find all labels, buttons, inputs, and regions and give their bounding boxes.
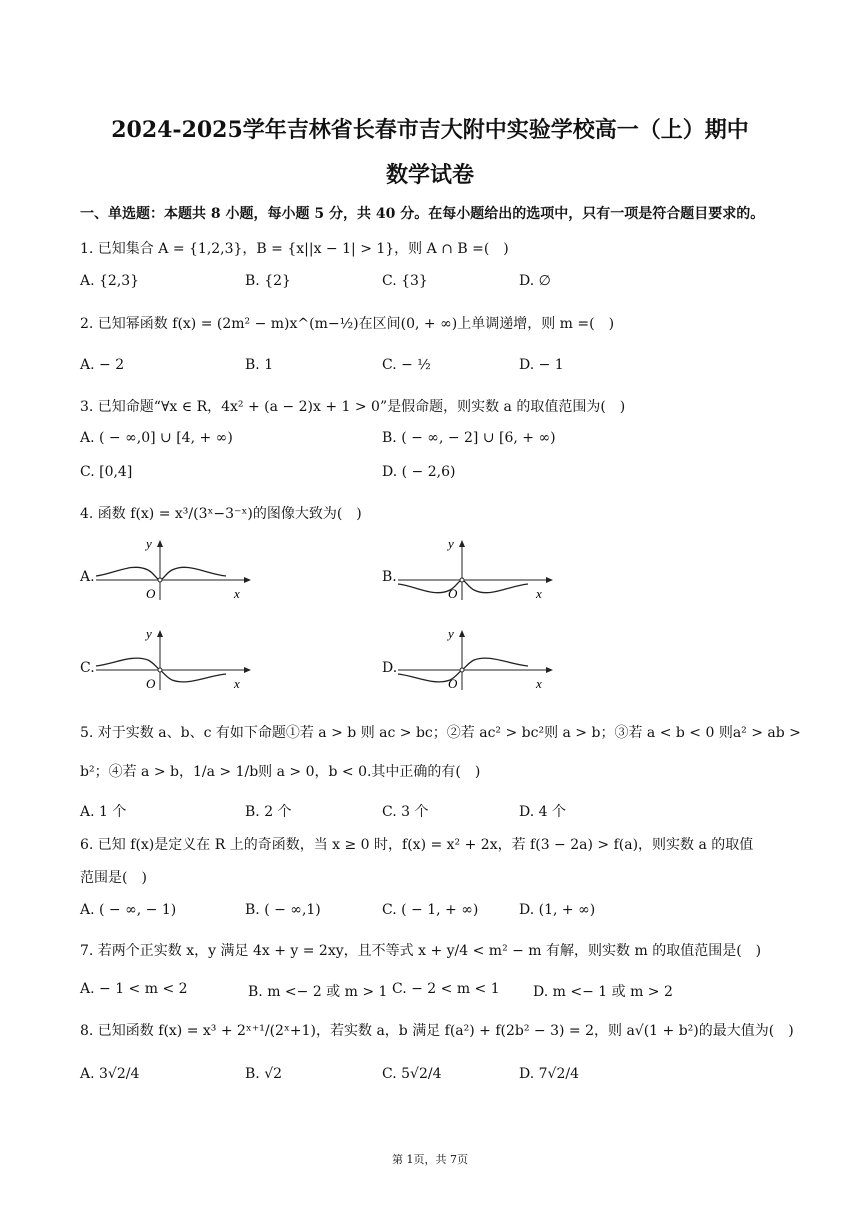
svg-text:x: x [234, 586, 240, 601]
svg-text:x: x [536, 586, 542, 601]
question-6-option-d: D. (1, + ∞) [519, 902, 596, 918]
page-footer: 第 1页，共 7页 [392, 1153, 468, 1166]
svg-text:y: y [146, 628, 152, 641]
question-1-option-d: D. ∅ [519, 273, 551, 289]
question-3-stem: 3. 已知命题“∀x ∈ R，4x² + (a − 2)x + 1 > 0”是假命题，则实数 a 的取值范围为( ) [80, 399, 626, 415]
question-4-option-a: A. [80, 569, 95, 585]
question-6-option-b: B. ( − ∞,1) [245, 902, 321, 918]
question-8-option-b: B. √2 [245, 1066, 283, 1082]
question-8-option-a: A. 3√2/4 [80, 1066, 140, 1082]
question-6-stem-line1: 6. 已知 f(x)是定义在 R 上的奇函数，当 x ≥ 0 时，f(x) = x² + 2x，若 f(3 − 2a) > f(a)，则实数 a 的取值 [80, 837, 754, 853]
question-7-option-b: B. m <− 2 或 m > 1 [248, 984, 388, 1000]
question-1-option-b: B. {2} [245, 273, 291, 289]
question-7-stem: 7. 若两个正实数 x，y 满足 4x + y = 2xy，且不等式 x + y/4 < m² − m 有解，则实数 m 的取值范围是( ) [80, 943, 762, 959]
question-3-option-b: B. ( − ∞, − 2] ∪ [6, + ∞) [382, 430, 556, 446]
question-2-option-a: A. − 2 [80, 357, 125, 373]
question-8-option-c: C. 5√2/4 [382, 1066, 442, 1082]
question-1-stem: 1. 已知集合 A = {1,2,3}，B = {x||x − 1| > 1}，则 A ∩ B =( ) [80, 241, 509, 257]
question-2-option-d: D. − 1 [519, 357, 564, 373]
question-5-stem-line1: 5. 对于实数 a、b、c 有如下命题①若 a > b 则 ac > bc；②若 ac² > bc²则 a > b；③若 a < b < 0 则a² > ab > [80, 725, 801, 741]
question-1-option-c: C. {3} [382, 273, 428, 289]
svg-text:O: O [448, 676, 458, 691]
question-6-option-c: C. ( − 1, + ∞) [382, 902, 479, 918]
svg-text:O: O [146, 586, 156, 601]
question-4-option-b: B. [382, 569, 397, 585]
question-3-option-a: A. ( − ∞,0] ∪ [4, + ∞) [80, 430, 233, 446]
svg-text:x: x [536, 676, 542, 691]
exam-subtitle: 数学试卷 [385, 162, 474, 188]
graph-b [396, 538, 556, 604]
graph-d [396, 628, 556, 694]
svg-text:O: O [448, 586, 458, 601]
svg-text:y: y [448, 538, 454, 551]
question-8-option-d: D. 7√2/4 [519, 1066, 579, 1082]
question-5-option-c: C. 3 个 [382, 804, 429, 820]
question-7-option-a: A. − 1 < m < 2 [80, 981, 188, 997]
question-4-option-d: D. [382, 660, 398, 676]
question-6-option-a: A. ( − ∞, − 1) [80, 902, 177, 918]
question-4-stem: 4. 函数 f(x) = x³/(3ˣ−3⁻ˣ)的图像大致为( ) [80, 506, 362, 522]
exam-title: 2024-2025学年吉林省长春市吉大附中实验学校高一（上）期中 [111, 117, 749, 143]
graph-a [94, 538, 254, 604]
question-3-option-d: D. ( − 2,6) [382, 464, 456, 480]
svg-text:O: O [146, 676, 156, 691]
question-6-stem-line2: 范围是( ) [80, 870, 147, 886]
question-7-option-d: D. m <− 1 或 m > 2 [533, 984, 673, 1000]
question-5-option-d: D. 4 个 [519, 804, 566, 820]
question-1-option-a: A. {2,3} [80, 273, 140, 289]
svg-text:y: y [146, 538, 152, 551]
question-2-option-b: B. 1 [245, 357, 274, 373]
question-2-option-c: C. − ½ [382, 357, 431, 373]
question-5-option-b: B. 2 个 [245, 804, 292, 820]
graph-c [94, 628, 254, 694]
question-2-stem: 2. 已知幂函数 f(x) = (2m² − m)x^(m−½)在区间(0, + ∞)上单调递增，则 m =( ) [80, 316, 615, 332]
question-4-option-c: C. [80, 660, 95, 676]
question-5-stem-line2: b²；④若 a > b，1/a > 1/b则 a > 0，b < 0.其中正确的有( ) [80, 764, 481, 780]
svg-text:y: y [448, 628, 454, 641]
svg-text:x: x [234, 676, 240, 691]
question-8-stem: 8. 已知函数 f(x) = x³ + 2ˣ⁺¹/(2ˣ+1)，若实数 a，b 满足 f(a²) + f(2b² − 3) = 2，则 a√(1 + b²)的最大值为( ) [80, 1023, 794, 1039]
question-5-option-a: A. 1 个 [80, 804, 127, 820]
question-7-option-c: C. − 2 < m < 1 [392, 981, 500, 997]
section-heading: 一、单选题：本题共 8 小题，每小题 5 分，共 40 分。在每小题给出的选项中，只有一项是符合题目要求的。 [80, 206, 765, 222]
question-3-option-c: C. [0,4] [80, 464, 133, 480]
